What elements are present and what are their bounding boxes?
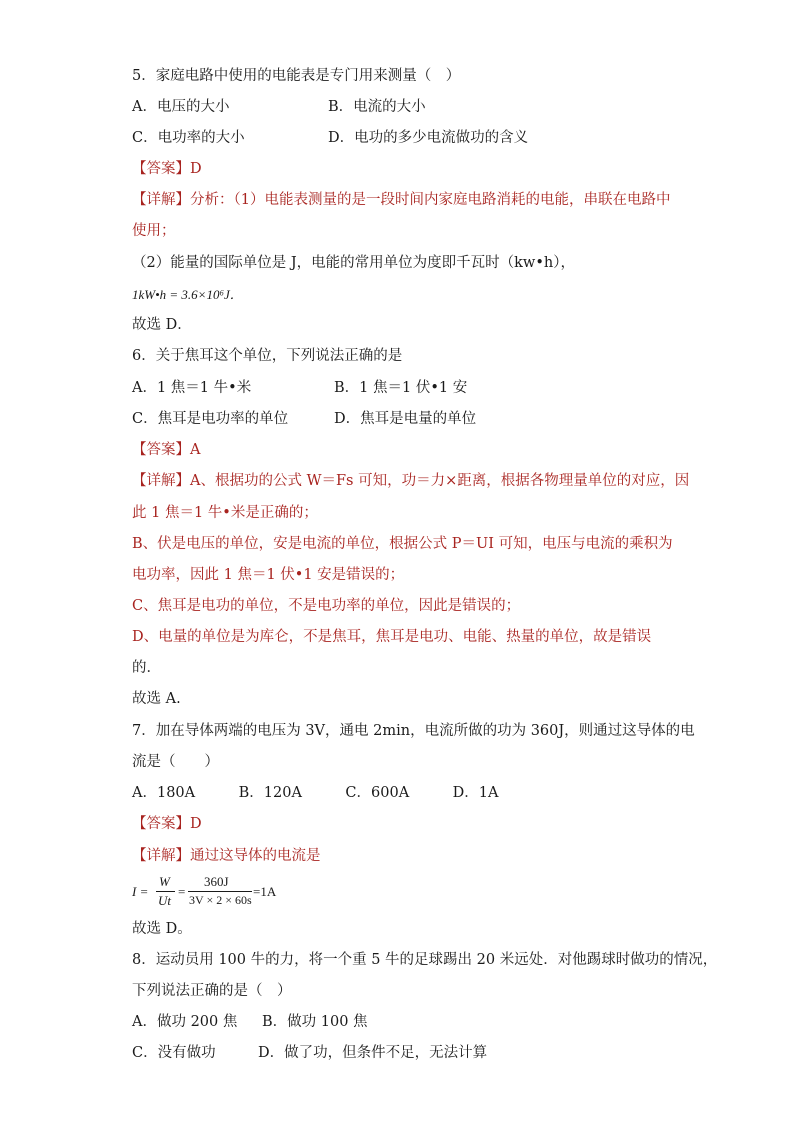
detail-text: 分析：（1）电能表测量的是一段时间内家庭电路消耗的电能，串联在电路中	[190, 192, 671, 208]
q8-stem-1: 8．运动员用 100 牛的力，将一个重 5 牛的足球踢出 20 米远处．对他踢球时做功的情况，	[132, 952, 718, 968]
formula-num-1: W	[159, 874, 170, 889]
q6-option-a: A．1 焦＝1 牛•米	[132, 380, 252, 396]
q5-conclusion: 故选 D．	[132, 317, 192, 333]
q6-detail-7: 的．	[132, 660, 161, 676]
q7-answer	[132, 814, 202, 834]
q5-option-d: D．电功的多少电流做功的含义	[328, 130, 529, 146]
q5-detail-1	[132, 190, 670, 210]
q6-option-c: C．焦耳是电功率的单位	[132, 411, 289, 427]
q7-formula	[132, 872, 302, 912]
q7-stem-1: 7．加在导体两端的电压为 3V，通电 2min，电流所做的功为 360J，则通过这导体的电	[132, 723, 695, 739]
answer-tag: 【答案】	[132, 161, 190, 177]
detail-text: 通过这导体的电流是	[190, 848, 321, 864]
detail-text: A、根据功的公式 W＝Fs 可知，功＝力×距离，根据各物理量单位的对应，因	[190, 473, 690, 489]
answer-value: D	[190, 816, 202, 832]
formula-den-1: Ut	[158, 893, 171, 908]
q6-detail-6: D、电量的单位是为库仑，不是焦耳，焦耳是电功、电能、热量的单位，故是错误	[132, 629, 652, 645]
q6-detail-4: 电功率，因此 1 焦＝1 伏•1 安是错误的；	[132, 567, 405, 583]
q8-stem-2: 下列说法正确的是（ ）	[132, 983, 292, 999]
answer-tag: 【答案】	[132, 442, 190, 458]
q7-detail-1	[132, 846, 321, 866]
q8-option-b: B．做功 100 焦	[262, 1014, 368, 1030]
q5-answer	[132, 159, 202, 179]
answer-value: D	[190, 161, 202, 177]
answer-value: A	[190, 442, 201, 458]
answer-tag: 【答案】	[132, 816, 190, 832]
q6-option-d: D．焦耳是电量的单位	[334, 411, 477, 427]
q5-option-b: B．电流的大小	[328, 99, 426, 115]
q6-detail-2: 此 1 焦＝1 牛•米是正确的；	[132, 505, 318, 521]
q6-conclusion: 故选 A.	[132, 691, 181, 707]
fraction-bar-1	[156, 891, 175, 892]
detail-tag: 【详解】	[132, 473, 190, 489]
formula-result: =1A	[253, 884, 277, 899]
q7-stem-2: 流是（ ）	[132, 754, 219, 770]
detail-tag: 【详解】	[132, 192, 190, 208]
q7-options: A．180A B．120A C．600A D．1A	[132, 785, 499, 801]
formula-num-2: 360J	[204, 874, 229, 889]
q6-answer	[132, 440, 200, 460]
q6-detail-1	[132, 471, 689, 491]
q8-option-c: C．没有做功	[132, 1045, 216, 1061]
q5-stem: 5．家庭电路中使用的电能表是专门用来测量（ ）	[132, 68, 461, 84]
q5-option-a: A．电压的大小	[132, 99, 230, 115]
q6-detail-3: B、伏是电压的单位，安是电流的单位，根据公式 P＝UI 可知，电压与电流的乘积为	[132, 536, 673, 552]
q8-option-d: D．做了功，但条件不足，无法计算	[258, 1045, 488, 1061]
formula-den-2: 3V × 2 × 60s	[189, 893, 252, 907]
q5-option-c: C．电功率的大小	[132, 130, 245, 146]
q5-formula: 1kW•h = 3.6×10⁶J．	[132, 287, 243, 302]
q7-conclusion: 故选 D。	[132, 921, 192, 937]
formula-lhs: I =	[132, 884, 149, 899]
detail-tag: 【详解】	[132, 848, 190, 864]
fraction-bar-2	[188, 891, 252, 892]
q5-detail-3: （2）能量的国际单位是 J，电能的常用单位为度即千瓦时（kw•h），	[132, 255, 575, 271]
q5-detail-2: 使用；	[132, 223, 176, 239]
q8-option-a: A．做功 200 焦	[132, 1014, 238, 1030]
q6-stem: 6．关于焦耳这个单位，下列说法正确的是	[132, 348, 403, 364]
formula-eq: =	[178, 884, 186, 899]
q6-detail-5: C、焦耳是电功的单位，不是电功率的单位，因此是错误的；	[132, 598, 521, 614]
q6-option-b: B．1 焦＝1 伏•1 安	[334, 380, 468, 396]
